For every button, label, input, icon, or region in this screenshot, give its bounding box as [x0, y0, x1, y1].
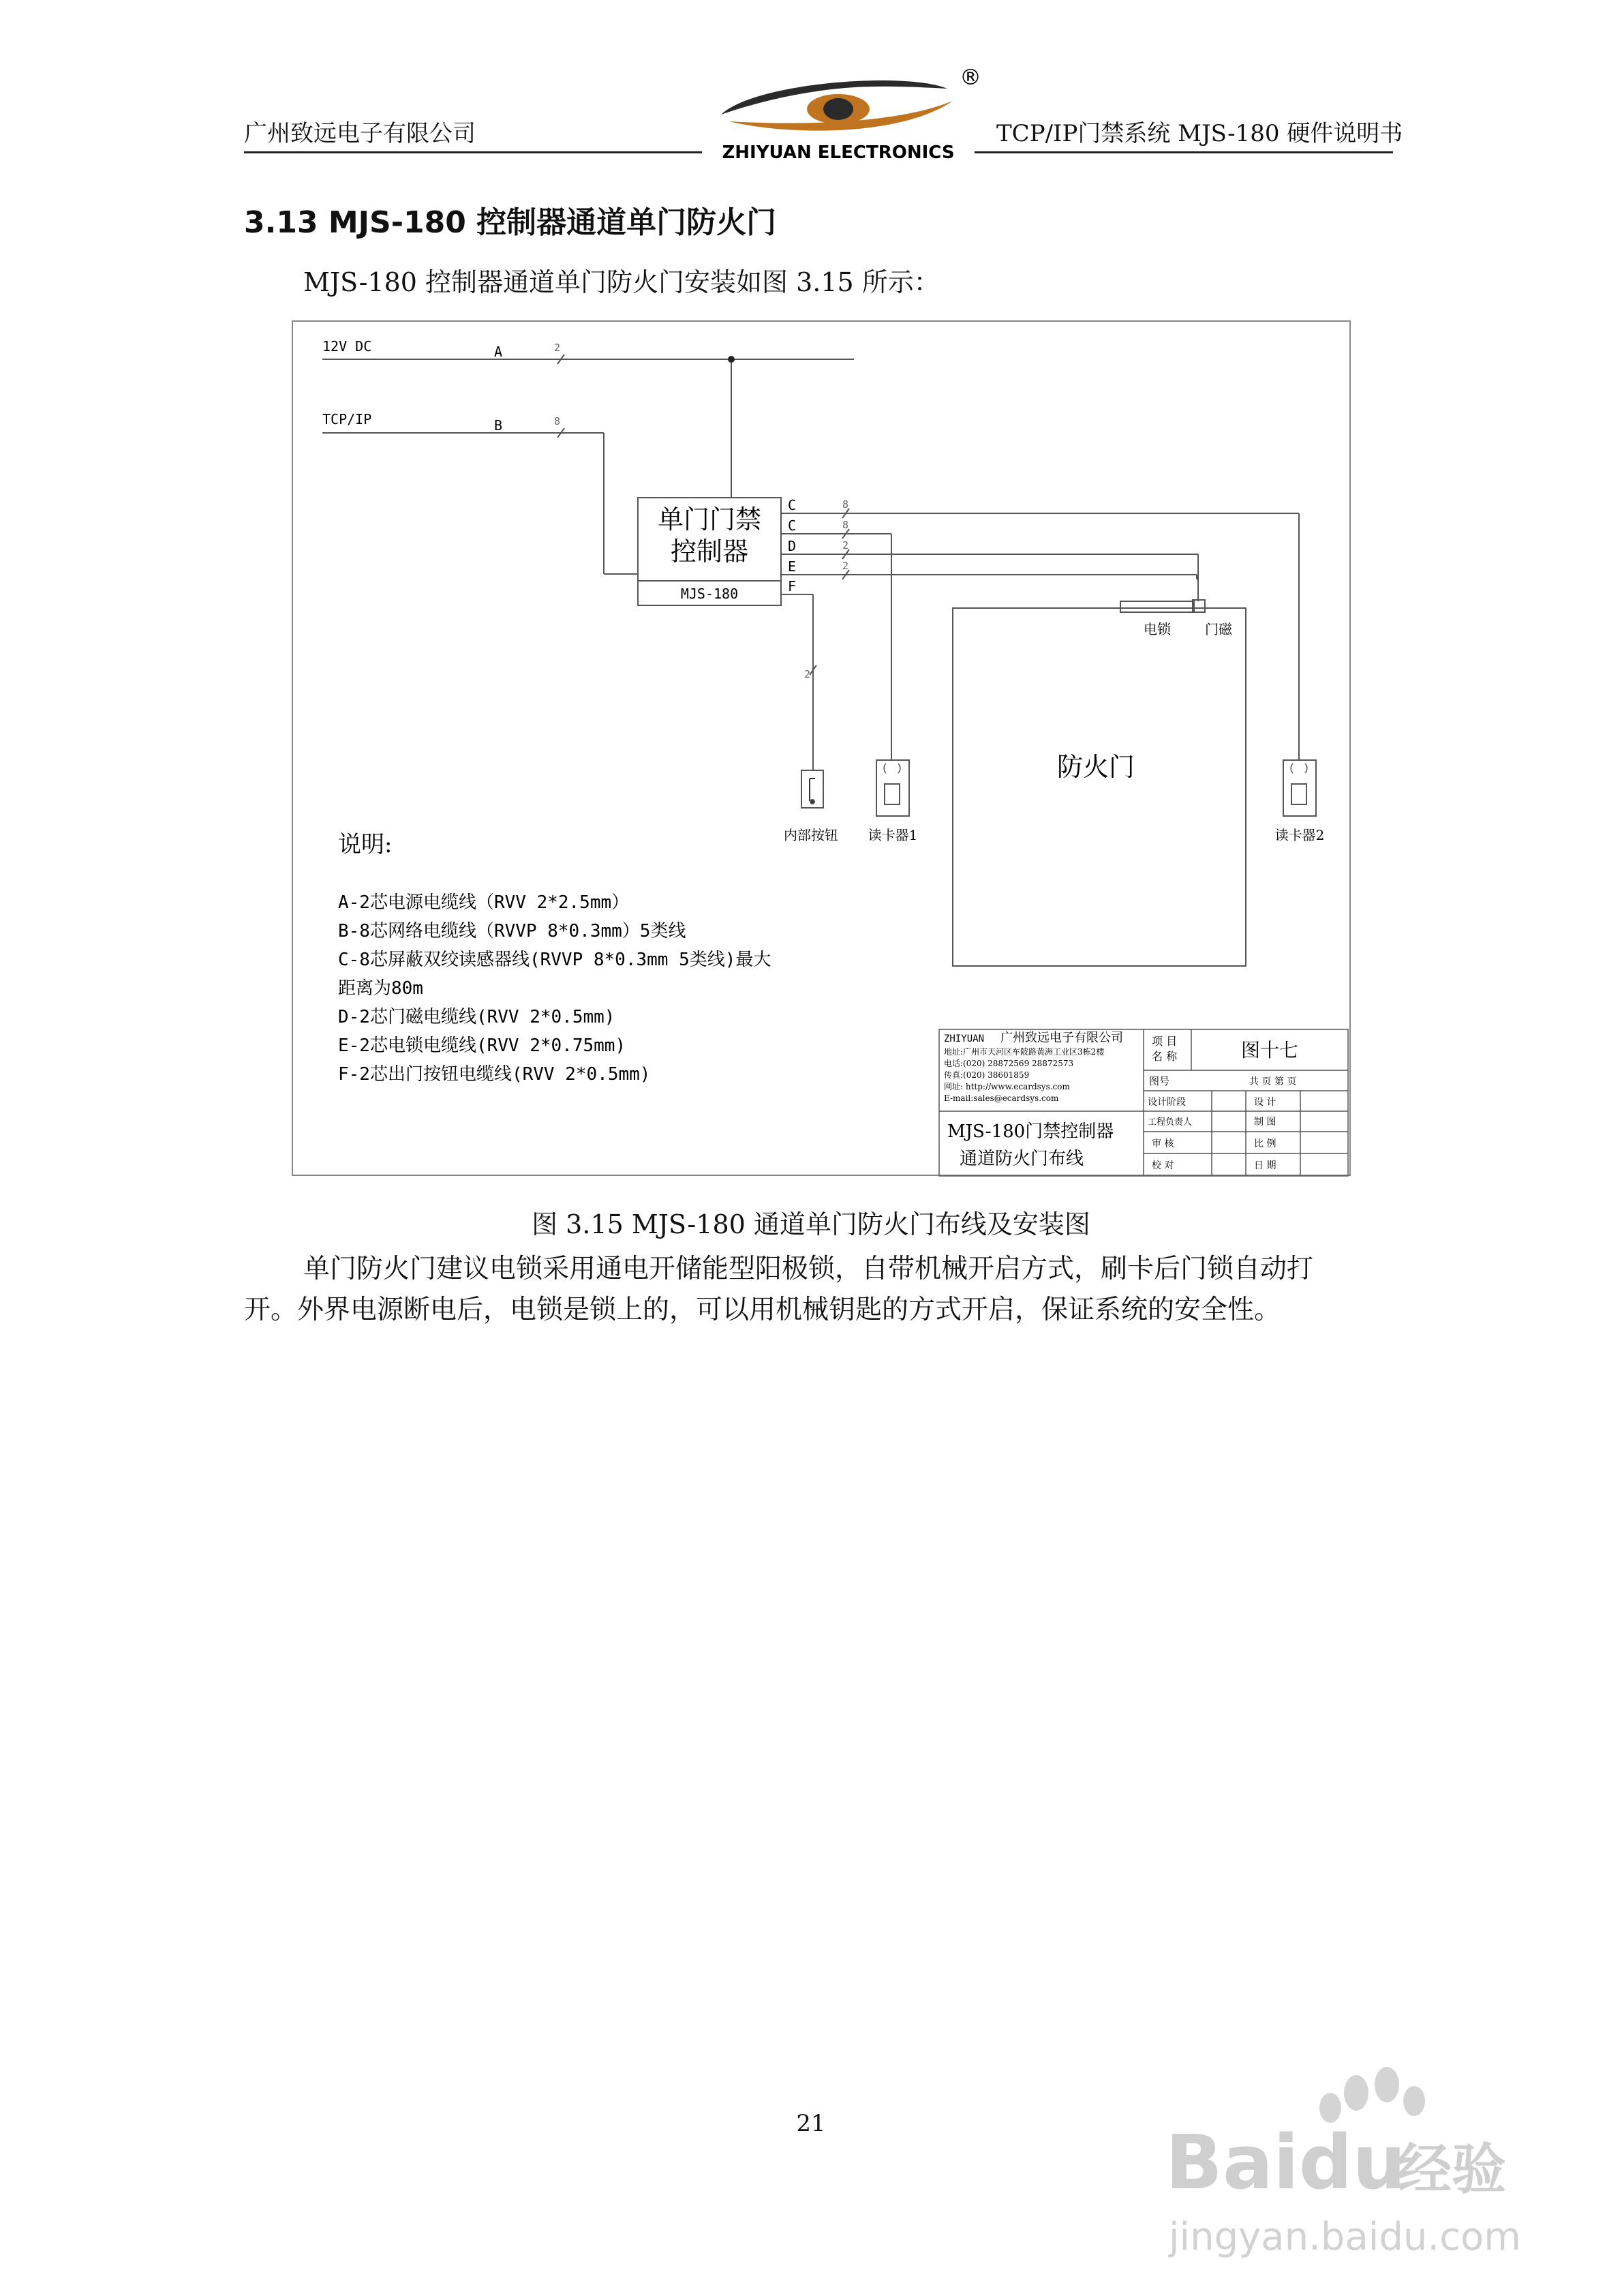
controller-line2: 控制器 — [670, 537, 749, 567]
header-manual-title: TCP/IP门禁系统 MJS-180 硬件说明书 — [996, 120, 1403, 147]
figure-caption: 图 3.15 MJS-180 通道单门防火门布线及安装图 — [532, 1209, 1090, 1239]
legend-line: B-8芯网络电缆线（RVVP 8*0.3mm）5类线 — [338, 921, 686, 941]
door-label: 防火门 — [1056, 752, 1135, 782]
label-network: TCP/IP — [322, 411, 372, 427]
legend-line: 距离为80m — [338, 978, 423, 999]
legend-line: F-2芯出门按钮电缆线(RVV 2*0.5mm) — [338, 1064, 651, 1085]
port-c2: C — [788, 517, 797, 534]
page-number: 21 — [796, 2110, 826, 2137]
lock-label: 电锁 — [1144, 621, 1171, 637]
tb-website: 网址: http://www.ecardsys.com — [944, 1082, 1070, 1091]
tb-scale: 比 例 — [1254, 1138, 1276, 1149]
controller-line1: 单门门禁 — [657, 504, 762, 534]
legend-line: A-2芯电源电缆线（RVV 2*2.5mm） — [338, 892, 630, 913]
registered-mark: ® — [960, 64, 981, 90]
tb-fax: 传真:(020) 38601859 — [944, 1070, 1030, 1080]
tb-figure-name: 图十七 — [1240, 1039, 1299, 1061]
tb-address: 地址:广州市天河区车陂路黄洲工业区3栋2楼 — [944, 1047, 1105, 1057]
wire-b-count: 8 — [554, 415, 561, 427]
legend-line: D-2芯门磁电缆线(RVV 2*0.5mm) — [338, 1007, 615, 1027]
tb-date: 日 期 — [1254, 1160, 1276, 1171]
port-f: F — [788, 578, 797, 594]
tb-company-en: ZHIYUAN — [944, 1033, 985, 1044]
body-line-2: 开。外界电源断电后，电锁是锁上的，可以用机械钥匙的方式开启，保证系统的安全性。 — [244, 1295, 1281, 1325]
section-title: 3.13 MJS-180 控制器通道单门防火门 — [244, 205, 777, 240]
port-c1-count: 8 — [842, 498, 849, 511]
port-e: E — [788, 558, 797, 575]
tb-email: E-mail:sales@ecardsys.com — [944, 1093, 1059, 1103]
legend-line: C-8芯屏蔽双绞读感器线(RVVP 8*0.3mm 5类线)最大 — [338, 950, 771, 970]
label-power: 12V DC — [322, 338, 372, 354]
tb-project-label-1: 项 目 — [1152, 1035, 1178, 1048]
section-intro: MJS-180 控制器通道单门防火门安装如图 3.15 所示： — [303, 267, 940, 297]
tb-check: 校 对 — [1152, 1160, 1174, 1171]
baidu-jingyan-watermark — [1152, 2052, 1533, 2277]
port-f-count: 2 — [804, 668, 811, 680]
port-d-count: 2 — [842, 539, 849, 552]
logo-text: ZHIYUAN ELECTRONICS — [722, 142, 955, 163]
watermark-brand-cn: 经验 — [1397, 2138, 1506, 2201]
tb-total-pages: 共 页 第 页 — [1249, 1076, 1297, 1087]
tb-company-cn: 广州致远电子有限公司 — [1000, 1031, 1123, 1045]
tb-engineer: 工程负责人 — [1148, 1117, 1193, 1128]
exit-button-label: 内部按钮 — [784, 827, 838, 843]
controller-model: MJS-180 — [680, 586, 739, 602]
tb-project-label-2: 名 称 — [1152, 1050, 1178, 1063]
port-c2-count: 8 — [842, 519, 849, 531]
tb-drafted: 制 图 — [1254, 1117, 1276, 1128]
tb-review: 审 核 — [1152, 1138, 1174, 1149]
reader2-label: 读卡器2 — [1274, 827, 1325, 843]
tb-drawing-no: 图号 — [1149, 1075, 1170, 1087]
body-line-1: 单门防火门建议电锁采用通电开储能型阳极锁，自带机械开启方式，刷卡后门锁自动打 — [303, 1254, 1314, 1284]
wire-b-letter: B — [494, 417, 503, 434]
reader1-label: 读卡器1 — [868, 827, 918, 843]
header-company: 广州致远电子有限公司 — [244, 120, 476, 147]
legend-title: 说明: — [338, 831, 393, 858]
wire-a-letter: A — [494, 344, 503, 360]
legend-line: E-2芯电锁电缆线(RVV 2*0.75mm) — [338, 1036, 626, 1056]
port-c1: C — [788, 497, 797, 513]
tb-drawing-title-1: MJS-180门禁控制器 — [947, 1121, 1114, 1142]
wiring-diagram — [292, 320, 1351, 1176]
magnet-label: 门磁 — [1205, 621, 1232, 637]
zhiyuan-logo — [702, 61, 981, 177]
wire-a-count: 2 — [554, 342, 561, 354]
tb-design: 设 计 — [1254, 1097, 1276, 1108]
port-d: D — [788, 538, 797, 554]
watermark-url: jingyan.baidu.com — [1169, 2215, 1521, 2259]
tb-drawing-title-2: 通道防火门布线 — [960, 1149, 1084, 1169]
tb-phone: 电话:(020) 28872569 28872573 — [944, 1059, 1074, 1068]
tb-design-stage: 设计阶段 — [1148, 1097, 1186, 1108]
watermark-brand: Baidu — [1165, 2119, 1406, 2206]
port-e-count: 2 — [842, 560, 849, 572]
